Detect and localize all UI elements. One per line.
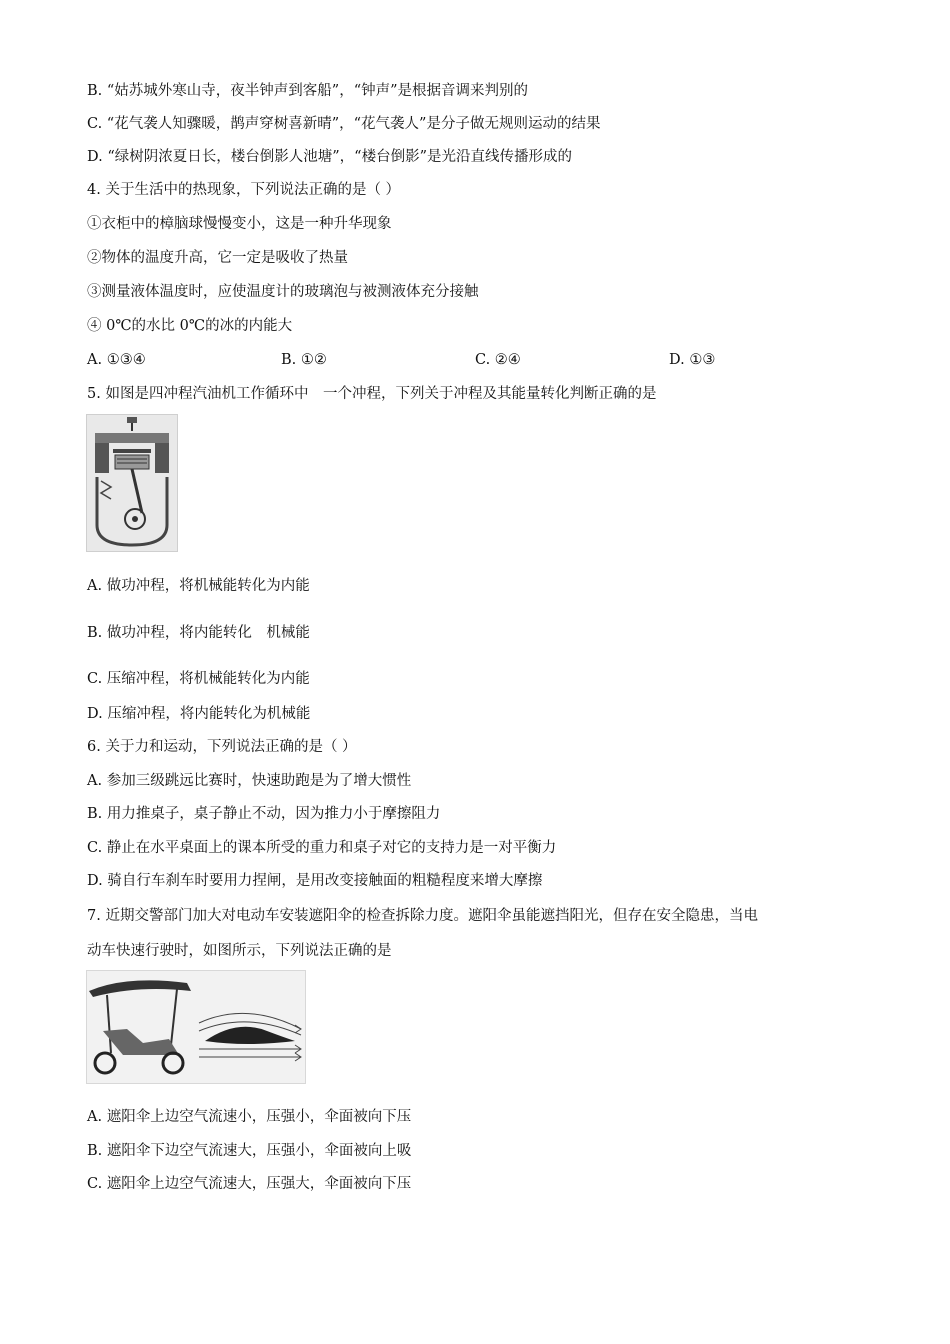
q6-stem: 6. 关于力和运动，下列说法正确的是（ ） <box>87 739 357 755</box>
q4-statement-1: ①衣柜中的樟脑球慢慢变小，这是一种升华现象 <box>87 216 392 232</box>
q6-option-d: D. 骑自行车刹车时要用力捏闸，是用改变接触面的粗糙程度来增大摩擦 <box>87 873 543 889</box>
q7-stem-line-1: 7. 近期交警部门加大对电动车安装遮阳伞的检查拆除力度。遮阳伞虽能遮挡阳光，但存在安全隐患，当电 <box>87 908 758 924</box>
q5-option-b: B. 做功冲程，将内能转化 机械能 <box>87 625 310 641</box>
q4-options-row <box>87 350 887 370</box>
q6-option-a: A. 参加三级跳远比赛时，快速助跑是为了增大惯性 <box>87 773 412 789</box>
engine-cylinder-drawing <box>87 415 177 551</box>
q5-stem: 5. 如图是四冲程汽油机工作循环中 一个冲程，下列关于冲程及其能量转化判断正确的是 <box>87 386 657 402</box>
q7-option-c: C. 遮阳伞上边空气流速大，压强大，伞面被向下压 <box>87 1176 412 1192</box>
q4-option-a: A. ①③④ <box>87 352 146 368</box>
q4-statement-2: ②物体的温度升高，它一定是吸收了热量 <box>87 250 348 266</box>
q7-option-a: A. 遮阳伞上边空气流速小，压强小，伞面被向下压 <box>87 1109 412 1125</box>
q3-option-d: D. “绿树阴浓夏日长，楼台倒影人池塘”，“楼台倒影”是光沿直线传播形成的 <box>87 149 572 165</box>
q3-option-b: B. “姑苏城外寒山寺，夜半钟声到客船”，“钟声”是根据音调来判别的 <box>87 83 529 99</box>
q4-option-c: C. ②④ <box>475 352 521 368</box>
q7-option-b: B. 遮阳伞下边空气流速大，压强小，伞面被向上吸 <box>87 1143 412 1159</box>
q4-option-d: D. ①③ <box>669 352 716 368</box>
engine-stroke-figure <box>86 414 178 552</box>
q4-statement-3: ③测量液体温度时，应使温度计的玻璃泡与被测液体充分接触 <box>87 284 479 300</box>
q5-option-c: C. 压缩冲程，将机械能转化为内能 <box>87 671 310 687</box>
q4-statement-4: ④ 0℃的水比 0℃的冰的内能大 <box>87 318 293 334</box>
q6-option-b: B. 用力推桌子，桌子静止不动，因为推力小于摩擦阻力 <box>87 806 441 822</box>
q6-option-c: C. 静止在水平桌面上的课本所受的重力和桌子对它的支持力是一对平衡力 <box>87 840 557 856</box>
q7-stem-line-2: 动车快速行驶时，如图所示，下列说法正确的是 <box>87 943 392 959</box>
scooter-umbrella-figure <box>86 970 306 1084</box>
q5-option-a: A. 做功冲程，将机械能转化为内能 <box>87 578 310 594</box>
q5-option-d: D. 压缩冲程，将内能转化为机械能 <box>87 706 311 722</box>
q3-option-c: C. “花气袭人知骤暖，鹊声穿树喜新晴”，“花气袭人”是分子做无规则运动的结果 <box>87 116 601 132</box>
q4-option-b: B. ①② <box>281 352 327 368</box>
scooter-airflow-drawing <box>87 971 305 1083</box>
q4-stem: 4. 关于生活中的热现象，下列说法正确的是（ ） <box>87 182 401 198</box>
